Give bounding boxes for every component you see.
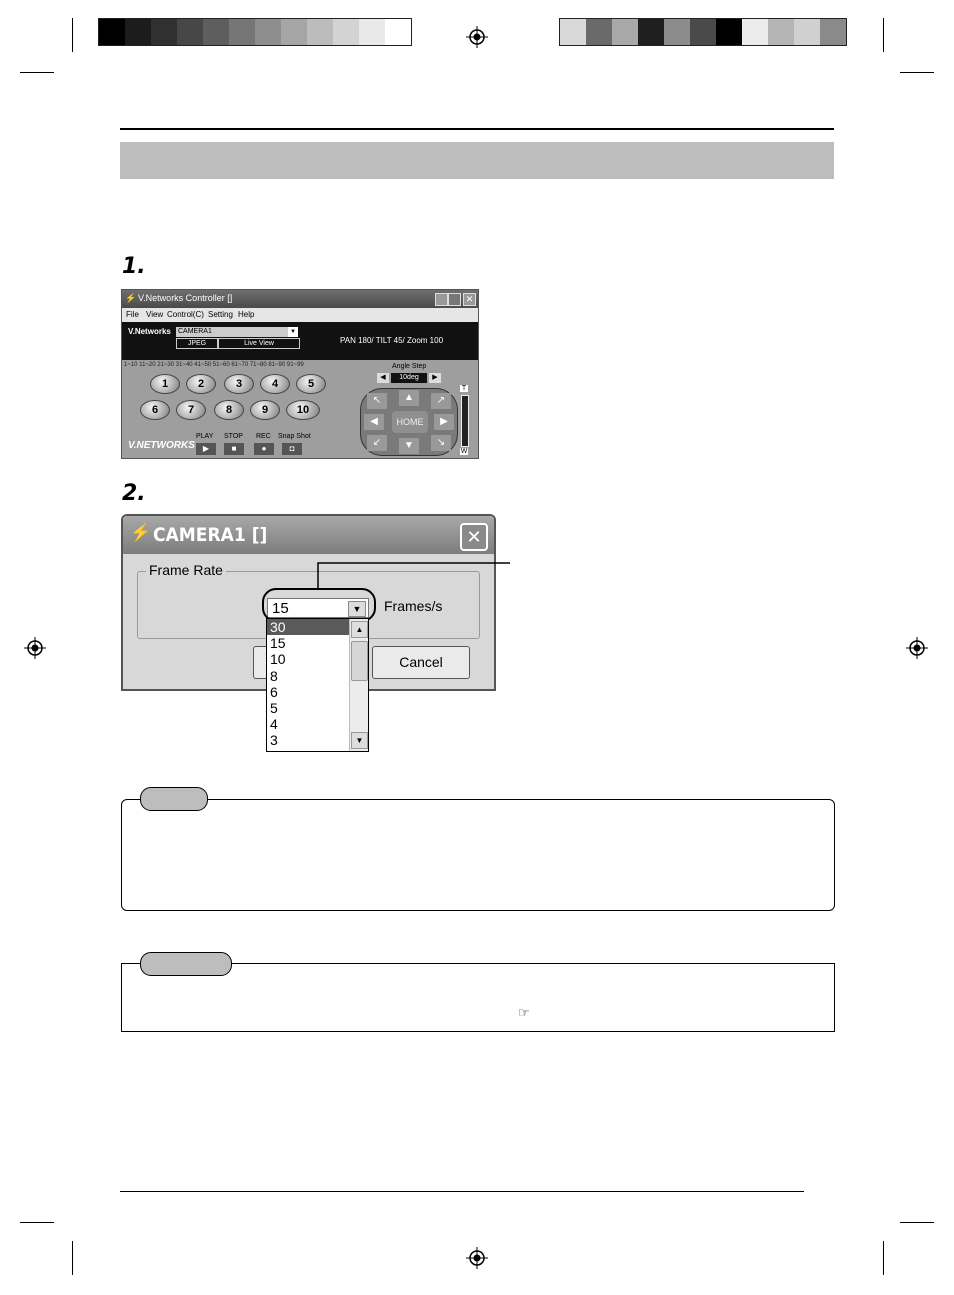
- color-swatch: [255, 19, 281, 45]
- dialog-titlebar: [123, 516, 494, 554]
- crop-mark: [883, 1241, 884, 1275]
- zoom-tele-label: T: [461, 385, 467, 392]
- section-title-bar: [120, 142, 834, 179]
- color-swatch: [664, 19, 690, 45]
- controller-status-panel: [122, 322, 478, 360]
- scroll-up-icon[interactable]: ▲: [351, 621, 368, 638]
- crop-mark: [900, 72, 934, 73]
- pan-down-right-button[interactable]: ↘: [431, 435, 451, 451]
- pan-down-left-button[interactable]: ↙: [367, 435, 387, 451]
- color-bar-right: [559, 18, 847, 46]
- color-swatch: [177, 19, 203, 45]
- angle-step-label: Angle Step: [392, 363, 427, 370]
- menu-file[interactable]: File: [126, 310, 139, 319]
- frames-per-second-label: Frames/s: [384, 598, 443, 614]
- memo-box: [121, 799, 835, 911]
- frame-rate-value: 15: [272, 600, 289, 617]
- registration-mark-right: [906, 637, 928, 659]
- color-swatch: [229, 19, 255, 45]
- camera-select[interactable]: [176, 327, 298, 337]
- footer-rule: [120, 1191, 804, 1192]
- tilt-up-button[interactable]: ▲: [399, 390, 419, 406]
- stop-button[interactable]: ■: [224, 443, 244, 455]
- home-button[interactable]: HOME: [392, 411, 428, 433]
- scroll-down-icon[interactable]: ▼: [351, 732, 368, 749]
- tilt-down-button[interactable]: ▼: [399, 438, 419, 454]
- color-swatch: [151, 19, 177, 45]
- color-swatch: [359, 19, 385, 45]
- zoom-wide-label: W: [460, 448, 468, 455]
- angle-step-decrease[interactable]: ◀: [377, 373, 389, 383]
- preset-button-4[interactable]: 4: [260, 374, 290, 394]
- registration-mark-left: [24, 637, 46, 659]
- menu-help[interactable]: Help: [238, 310, 255, 319]
- preset-button-6[interactable]: 6: [140, 400, 170, 420]
- pan-left-button[interactable]: ◀: [364, 414, 384, 430]
- caution-tab: [140, 952, 232, 976]
- app-icon: ⚡: [130, 523, 152, 542]
- dropdown-option[interactable]: 8: [270, 667, 278, 684]
- preset-button-5[interactable]: 5: [296, 374, 326, 394]
- angle-step-increase[interactable]: ▶: [429, 373, 441, 383]
- dialog-title: CAMERA1 []: [153, 524, 268, 546]
- preset-range-tabs[interactable]: 1~10 11~20 21~30 31~40 41~50 51~60 61~70 71~80 81~90 91~99: [124, 362, 304, 368]
- color-swatch: [690, 19, 716, 45]
- crop-mark: [20, 1222, 54, 1223]
- pan-up-left-button[interactable]: ↖: [367, 393, 387, 409]
- color-swatch: [385, 19, 411, 45]
- callout-leader-line: [316, 561, 512, 589]
- controller-window: [121, 289, 479, 459]
- minimize-icon[interactable]: [435, 293, 448, 306]
- color-swatch: [203, 19, 229, 45]
- snapshot-button[interactable]: ◘: [282, 443, 302, 455]
- dropdown-option[interactable]: 5: [270, 699, 278, 716]
- app-icon: ⚡: [125, 293, 137, 303]
- format-label: JPEG: [176, 338, 218, 349]
- registration-mark-top: [466, 26, 488, 48]
- preset-button-7[interactable]: 7: [176, 400, 206, 420]
- step-2-number: 2.: [122, 481, 146, 506]
- view-mode-label: Live View: [218, 338, 300, 349]
- menu-setting[interactable]: Setting: [208, 310, 233, 319]
- dropdown-option[interactable]: 10: [270, 651, 286, 668]
- close-icon[interactable]: ✕: [460, 523, 488, 551]
- crop-mark: [883, 18, 884, 52]
- brand-label: V.Networks: [128, 327, 171, 336]
- color-swatch: [307, 19, 333, 45]
- header-rule: [120, 128, 834, 130]
- cancel-button[interactable]: Cancel: [372, 646, 470, 679]
- color-swatch: [586, 19, 612, 45]
- color-swatch: [560, 19, 586, 45]
- dropdown-option[interactable]: 30: [267, 619, 368, 635]
- dropdown-option[interactable]: 3: [270, 732, 278, 749]
- color-swatch: [281, 19, 307, 45]
- color-swatch: [716, 19, 742, 45]
- registration-mark-bottom: [466, 1247, 488, 1269]
- ptz-status: PAN 180/ TILT 45/ Zoom 100: [340, 336, 444, 345]
- angle-step-value: 10deg: [391, 373, 427, 383]
- preset-button-2[interactable]: 2: [186, 374, 216, 394]
- color-swatch: [794, 19, 820, 45]
- color-swatch: [333, 19, 359, 45]
- stop-label: STOP: [224, 433, 243, 440]
- preset-button-9[interactable]: 9: [250, 400, 280, 420]
- memo-tab: [140, 787, 208, 811]
- crop-mark: [900, 1222, 934, 1223]
- zoom-slider[interactable]: [461, 395, 469, 447]
- controller-menubar: [122, 308, 478, 322]
- step-1-number: 1.: [122, 254, 146, 279]
- maximize-icon[interactable]: [448, 293, 461, 306]
- frame-rate-label: Frame Rate: [146, 562, 226, 578]
- color-swatch: [125, 19, 151, 45]
- dropdown-option[interactable]: 4: [270, 716, 278, 733]
- callout-highlight: [262, 588, 376, 622]
- controller-titlebar: [122, 290, 478, 308]
- frame-rate-dropdown-list: [266, 618, 369, 752]
- close-icon[interactable]: ✕: [463, 293, 476, 306]
- color-swatch: [638, 19, 664, 45]
- controller-title: V.Networks Controller []: [138, 293, 233, 303]
- dropdown-option[interactable]: 15: [270, 635, 286, 652]
- rec-label: REC: [256, 433, 271, 440]
- color-swatch: [768, 19, 794, 45]
- preset-button-8[interactable]: 8: [214, 400, 244, 420]
- vnetworks-logo: V.NETWORKS: [128, 440, 195, 451]
- dropdown-option[interactable]: 6: [270, 683, 278, 700]
- play-button[interactable]: ▶: [196, 443, 216, 455]
- scrollbar-thumb[interactable]: [351, 641, 368, 681]
- snapshot-label: Snap Shot: [278, 433, 311, 440]
- chevron-down-icon: ▼: [288, 327, 298, 337]
- play-label: PLAY: [196, 433, 214, 440]
- reference-pointer-icon: ☞: [518, 1005, 530, 1020]
- color-swatch: [820, 19, 846, 45]
- preset-button-3[interactable]: 3: [224, 374, 254, 394]
- menu-view[interactable]: View: [146, 310, 164, 319]
- rec-button[interactable]: ●: [254, 443, 274, 455]
- camera-select-value: CAMERA1: [178, 328, 212, 335]
- chevron-down-icon[interactable]: ▼: [348, 601, 366, 617]
- crop-mark: [72, 18, 73, 52]
- preset-button-10[interactable]: 10: [286, 400, 320, 420]
- menu-control[interactable]: Control(C): [167, 310, 204, 319]
- preset-button-1[interactable]: 1: [150, 374, 180, 394]
- ptz-pad: [360, 388, 458, 456]
- crop-mark: [72, 1241, 73, 1275]
- pan-right-button[interactable]: ▶: [434, 414, 454, 430]
- color-swatch: [612, 19, 638, 45]
- color-bar-left: [98, 18, 412, 46]
- color-swatch: [742, 19, 768, 45]
- crop-mark: [20, 72, 54, 73]
- color-swatch: [99, 19, 125, 45]
- dropdown-scrollbar[interactable]: [349, 619, 368, 751]
- pan-up-right-button[interactable]: ↗: [431, 393, 451, 409]
